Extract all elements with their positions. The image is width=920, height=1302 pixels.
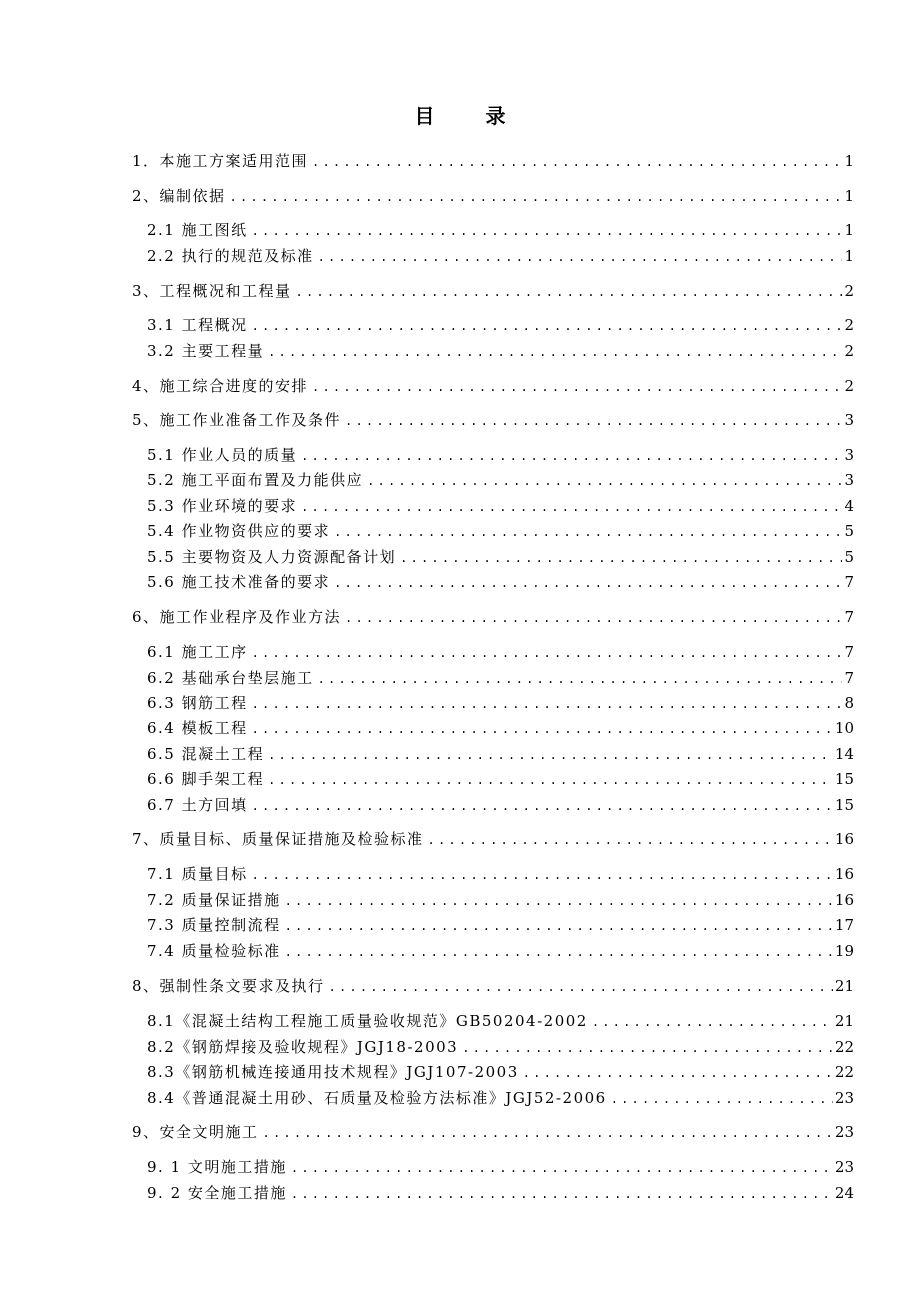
toc-entry-label: 5.1 作业人员的质量 <box>147 446 298 464</box>
toc-page-number: 3 <box>844 446 854 464</box>
toc-entry[interactable] <box>147 444 854 466</box>
toc-entry[interactable] <box>147 1061 854 1083</box>
toc-leader-dots <box>345 410 842 432</box>
toc-entry[interactable] <box>147 1036 854 1058</box>
toc-entry[interactable] <box>147 219 854 241</box>
toc-leader-dots <box>252 642 843 664</box>
toc-entry[interactable] <box>132 606 854 628</box>
toc-leader-dots <box>285 915 833 937</box>
toc-page-number: 1 <box>844 247 854 265</box>
toc-entry[interactable] <box>147 914 854 936</box>
toc-entry-label: 2.2 执行的规范及标准 <box>147 247 314 265</box>
toc-page-number: 22 <box>834 1063 854 1081</box>
toc-leader-dots <box>592 1011 833 1033</box>
toc-entry[interactable] <box>132 185 854 207</box>
toc-entry-label: 7.2 质量保证措施 <box>147 891 281 909</box>
toc-page-number: 2 <box>844 342 854 360</box>
toc-entry-label: 6.1 施工工序 <box>147 643 248 661</box>
toc-entry-label: 5.2 施工平面布置及力能供应 <box>147 471 364 489</box>
toc-leader-dots <box>312 376 842 398</box>
toc-leader-dots <box>462 1037 833 1059</box>
toc-leader-dots <box>285 890 833 912</box>
toc-entry-label: 3、工程概况和工程量 <box>132 282 292 300</box>
toc-entry-label: 5.3 作业环境的要求 <box>147 497 298 515</box>
toc-entry-label: 7.4 质量检验标准 <box>147 942 281 960</box>
toc-entry-label: 6.6 脚手架工程 <box>147 770 265 788</box>
toc-entry[interactable] <box>132 409 854 431</box>
toc-page-number: 16 <box>834 830 854 848</box>
toc-entry[interactable] <box>147 495 854 517</box>
toc-leader-dots <box>318 668 843 690</box>
toc-page-number: 15 <box>834 770 854 788</box>
toc-leader-dots <box>345 607 842 629</box>
toc-page-number: 15 <box>834 796 854 814</box>
toc-page-number: 24 <box>834 1184 854 1202</box>
toc-entry[interactable] <box>147 768 854 790</box>
toc-entry[interactable] <box>147 1087 854 1109</box>
toc-entry-label: 6、施工作业程序及作业方法 <box>132 608 342 626</box>
toc-page-number: 16 <box>834 891 854 909</box>
toc-entry-label: 7.1 质量目标 <box>147 865 248 883</box>
toc-leader-dots <box>252 693 843 715</box>
toc-leader-dots <box>230 186 843 208</box>
toc-leader-dots <box>400 547 842 569</box>
toc-page-number: 7 <box>844 643 854 661</box>
toc-leader-dots <box>252 718 833 740</box>
toc-leader-dots <box>268 341 842 363</box>
toc-leader-dots <box>312 151 842 173</box>
toc-page-number: 7 <box>844 573 854 591</box>
toc-leader-dots <box>318 246 843 268</box>
toc-page-number: 19 <box>834 942 854 960</box>
toc-entry[interactable] <box>147 340 854 362</box>
toc-entry[interactable] <box>147 863 854 885</box>
toc-leader-dots <box>428 829 833 851</box>
toc-entry[interactable] <box>132 150 854 172</box>
toc-entry-label: 4、施工综合进度的安排 <box>132 377 309 395</box>
toc-page-number: 23 <box>834 1123 854 1141</box>
toc-entry[interactable] <box>147 717 854 739</box>
toc-page-number: 2 <box>844 282 854 300</box>
toc-entry-label: 7.3 质量控制流程 <box>147 916 281 934</box>
toc-entry[interactable] <box>147 571 854 593</box>
toc-page-number: 5 <box>844 522 854 540</box>
toc-page-number: 17 <box>834 916 854 934</box>
toc-page-number: 21 <box>834 1012 854 1030</box>
toc-entry-label: 9. 1 文明施工措施 <box>147 1158 287 1176</box>
toc-entry-label: 3.2 主要工程量 <box>147 342 265 360</box>
toc-entry-label: 5、施工作业准备工作及条件 <box>132 411 342 429</box>
toc-entry[interactable] <box>147 1156 854 1178</box>
toc-entry[interactable] <box>147 1010 854 1032</box>
toc-entry[interactable] <box>147 692 854 714</box>
toc-entry-label: 5.4 作业物资供应的要求 <box>147 522 331 540</box>
toc-leader-dots <box>252 220 843 242</box>
toc-entry-label: 9. 2 安全施工措施 <box>147 1184 287 1202</box>
toc-page-number: 23 <box>834 1089 854 1107</box>
toc-leader-dots <box>291 1183 833 1205</box>
toc-page-number: 5 <box>844 548 854 566</box>
toc-entry-label: 1．本施工方案适用范围 <box>132 152 309 170</box>
toc-leader-dots <box>301 496 842 518</box>
toc-entry[interactable] <box>132 375 854 397</box>
toc-entry[interactable] <box>147 314 854 336</box>
toc-leader-dots <box>291 1157 833 1179</box>
toc-entry-label: 6.3 钢筋工程 <box>147 694 248 712</box>
toc-entry[interactable] <box>147 667 854 689</box>
toc-page-number: 1 <box>844 221 854 239</box>
toc-entry-label: 6.2 基础承台垫层施工 <box>147 669 314 687</box>
toc-page-number: 21 <box>834 977 854 995</box>
toc-entry[interactable] <box>147 794 854 816</box>
toc-leader-dots <box>252 795 833 817</box>
toc-entry-label: 6.7 土方回填 <box>147 796 248 814</box>
toc-entry[interactable] <box>147 641 854 663</box>
toc-page-number: 2 <box>844 377 854 395</box>
toc-entry-label: 5.6 施工技术准备的要求 <box>147 573 331 591</box>
toc-entry-label: 8.3《钢筋机械连接通用技术规程》JGJ107-2003 <box>147 1063 519 1081</box>
toc-leader-dots <box>523 1062 833 1084</box>
toc-leader-dots <box>296 281 843 303</box>
toc-page-number: 7 <box>844 608 854 626</box>
toc-page-number: 16 <box>834 865 854 883</box>
toc-entry-label: 6.5 混凝土工程 <box>147 745 265 763</box>
toc-leader-dots <box>301 445 842 467</box>
toc-page-number: 3 <box>844 471 854 489</box>
toc-leader-dots <box>263 1122 833 1144</box>
toc-entry-label: 2、编制依据 <box>132 187 226 205</box>
toc-page-number: 1 <box>844 187 854 205</box>
toc-entry-label: 8.4《普通混凝土用砂、石质量及检验方法标准》JGJ52-2006 <box>147 1089 607 1107</box>
toc-entry[interactable] <box>132 828 854 850</box>
toc-entry-label: 8.2《钢筋焊接及验收规程》JGJ18-2003 <box>147 1038 459 1056</box>
toc-page-number: 7 <box>844 669 854 687</box>
toc-entry[interactable] <box>147 889 854 911</box>
toc-entry[interactable] <box>132 975 854 997</box>
toc-entry-label: 8、强制性条文要求及执行 <box>132 977 325 995</box>
toc-leader-dots <box>268 769 833 791</box>
toc-leader-dots <box>334 572 842 594</box>
toc-leader-dots <box>329 976 833 998</box>
toc-page-number: 2 <box>844 316 854 334</box>
toc-entry-label: 5.5 主要物资及人力资源配备计划 <box>147 548 397 566</box>
toc-page-number: 23 <box>834 1158 854 1176</box>
toc-entry-label: 6.4 模板工程 <box>147 719 248 737</box>
toc-entry[interactable] <box>147 469 854 491</box>
toc-leader-dots <box>252 315 843 337</box>
toc-entry[interactable] <box>132 1121 854 1143</box>
toc-entry[interactable] <box>147 743 854 765</box>
toc-leader-dots <box>285 941 833 963</box>
toc-page-number: 8 <box>844 694 854 712</box>
toc-page-number: 3 <box>844 411 854 429</box>
toc-entry-label: 7、质量目标、质量保证措施及检验标准 <box>132 830 424 848</box>
toc-leader-dots <box>611 1088 833 1110</box>
toc-entry-label: 9、安全文明施工 <box>132 1123 259 1141</box>
toc-entry[interactable] <box>147 940 854 962</box>
toc-title: 目 录 <box>414 104 528 128</box>
toc-entry-label: 8.1《混凝土结构工程施工质量验收规范》GB50204-2002 <box>147 1012 588 1030</box>
toc-leader-dots <box>252 864 833 886</box>
toc-entry[interactable] <box>147 520 854 542</box>
toc-entry[interactable] <box>147 1182 854 1204</box>
toc-entry-label: 3.1 工程概况 <box>147 316 248 334</box>
toc-entry[interactable] <box>147 546 854 568</box>
toc-page-number: 14 <box>834 745 854 763</box>
toc-leader-dots <box>268 744 833 766</box>
toc-page-number: 22 <box>834 1038 854 1056</box>
toc-entry[interactable] <box>147 245 854 267</box>
toc-entry[interactable] <box>132 280 854 302</box>
toc-leader-dots <box>334 521 842 543</box>
toc-page-number: 10 <box>834 719 854 737</box>
toc-page-number: 1 <box>844 152 854 170</box>
toc-page-number: 4 <box>844 497 854 515</box>
toc-leader-dots <box>367 470 842 492</box>
toc-entry-label: 2.1 施工图纸 <box>147 221 248 239</box>
